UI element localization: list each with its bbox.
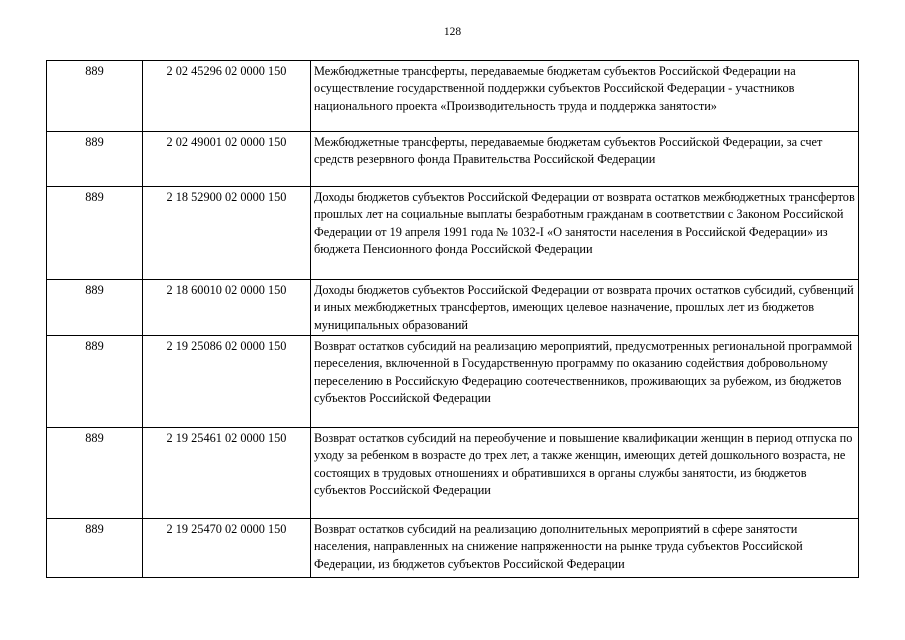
- admin-code-cell: 889: [47, 280, 143, 336]
- income-code-cell: 2 18 60010 02 0000 150: [143, 280, 311, 336]
- admin-code-cell: 889: [47, 336, 143, 428]
- income-code-cell: 2 18 52900 02 0000 150: [143, 187, 311, 280]
- income-code-cell: 2 19 25461 02 0000 150: [143, 428, 311, 519]
- table-row: [47, 61, 859, 132]
- page-number: 128: [443, 26, 462, 38]
- income-code-cell: 2 02 49001 02 0000 150: [143, 132, 311, 187]
- admin-code-cell: 889: [47, 61, 143, 132]
- description-cell: Доходы бюджетов субъектов Российской Федерации от возврата прочих остатков субсидий, субвенций и иных межбюджетных трансфертов, имеющих целевое назначение, прошлых лет из бюджетов муниципальных образований: [311, 280, 859, 336]
- table-row: [47, 428, 859, 519]
- admin-code-cell: 889: [47, 187, 143, 280]
- table-row: [47, 132, 859, 187]
- description-cell: Возврат остатков субсидий на реализацию дополнительных мероприятий в сфере занятости населения, направленных на снижение напряженности на рынке труда субъектов Российской Федерации, из бюджетов субъектов Российской Федерации: [311, 519, 859, 578]
- description-cell: Межбюджетные трансферты, передаваемые бюджетам субъектов Российской Федерации на осуществление государственной поддержки субъектов Российской Федерации - участников национального проекта «Производительность труда и поддержка занятости»: [311, 61, 859, 132]
- description-cell: Возврат остатков субсидий на реализацию мероприятий, предусмотренных региональной программой переселения, включенной в Государственную программу по оказанию содействия добровольному переселению в Российскую Федерацию соотечественников, проживающих за рубежом, из бюджетов субъектов Российской Федерации: [311, 336, 859, 428]
- table-row: [47, 519, 859, 578]
- income-code-cell: 2 19 25086 02 0000 150: [143, 336, 311, 428]
- admin-code-cell: 889: [47, 519, 143, 578]
- description-cell: Возврат остатков субсидий на переобучение и повышение квалификации женщин в период отпуска по уходу за ребенком в возрасте до трех лет, а также женщин, имеющих детей дошкольного возраста, не состоящих в трудовых отношениях и обратившихся в органы службы занятости, из бюджетов субъектов Российской Федерации: [311, 428, 859, 519]
- income-code-cell: 2 02 45296 02 0000 150: [143, 61, 311, 132]
- admin-code-cell: 889: [47, 132, 143, 187]
- table-row: [47, 187, 859, 280]
- admin-code-cell: 889: [47, 428, 143, 519]
- table-row: [47, 336, 859, 428]
- description-cell: Доходы бюджетов субъектов Российской Федерации от возврата остатков межбюджетных трансфертов прошлых лет на социальные выплаты безработным гражданам в соответствии с Законом Российской Федерации от 19 апреля 1991 года № 1032-I «О занятости населения в Российской Федерации» из бюджета Пенсионного фонда Российской Федерации: [311, 187, 859, 280]
- table-row: [47, 280, 859, 336]
- income-code-cell: 2 19 25470 02 0000 150: [143, 519, 311, 578]
- budget-codes-table: [46, 60, 859, 578]
- description-cell: Межбюджетные трансферты, передаваемые бюджетам субъектов Российской Федерации, за счет средств резервного фонда Правительства Российской Федерации: [311, 132, 859, 187]
